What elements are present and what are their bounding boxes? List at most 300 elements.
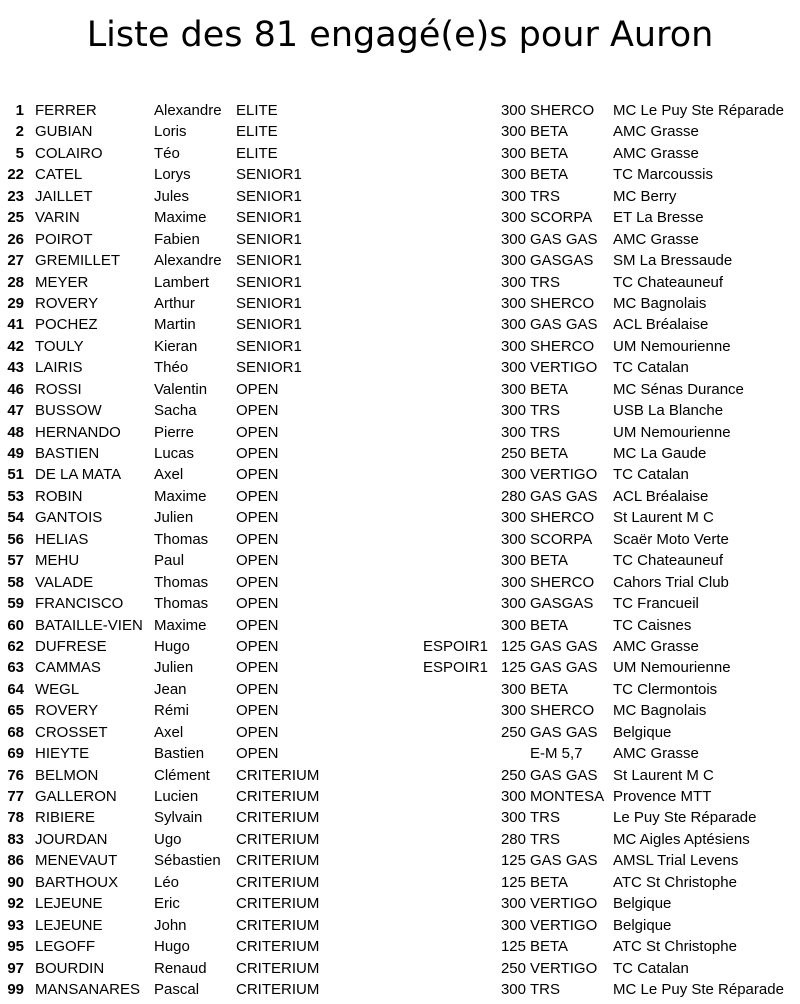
category: OPEN bbox=[236, 745, 279, 763]
engine-size: 125 bbox=[500, 659, 526, 677]
bike-brand: SCORPA bbox=[530, 209, 593, 227]
club-name: AMC Grasse bbox=[613, 637, 699, 655]
first-name: Clément bbox=[154, 766, 210, 784]
bike-brand: SHERCO bbox=[530, 573, 595, 591]
list-item bbox=[0, 207, 800, 228]
entry-number: 25 bbox=[7, 209, 24, 227]
bike-brand: TRS bbox=[530, 273, 560, 291]
last-name: WEGL bbox=[35, 680, 80, 698]
club-name: Belgique bbox=[613, 895, 672, 913]
entry-number: 77 bbox=[7, 788, 24, 805]
entry-number: 1 bbox=[15, 102, 24, 119]
engine-size: 300 bbox=[500, 402, 526, 420]
category: ELITE bbox=[236, 144, 278, 162]
list-item bbox=[0, 550, 800, 571]
list-item bbox=[0, 507, 800, 528]
first-name: John bbox=[154, 916, 187, 934]
entry-number: 92 bbox=[7, 895, 24, 913]
club-name: AMC Grasse bbox=[613, 230, 699, 248]
entry-number: 78 bbox=[7, 809, 24, 827]
category: SENIOR1 bbox=[236, 273, 302, 291]
category: SENIOR1 bbox=[236, 316, 302, 334]
bike-brand: GAS GAS bbox=[530, 316, 598, 334]
entry-number: 86 bbox=[7, 852, 24, 870]
category: SENIOR1 bbox=[236, 337, 302, 355]
last-name: BATAILLE-VIEN bbox=[35, 616, 143, 634]
entry-number: 53 bbox=[7, 487, 24, 505]
engine-size: 300 bbox=[500, 680, 526, 698]
club-name: UM Nemourienne bbox=[613, 337, 731, 355]
club-name: AMC Grasse bbox=[613, 144, 699, 162]
club-name: ATC St Christophe bbox=[613, 873, 737, 891]
entry-number: 58 bbox=[7, 573, 24, 591]
bike-brand: GAS GAS bbox=[530, 659, 598, 677]
last-name: LEJEUNE bbox=[35, 895, 103, 913]
entry-number: 2 bbox=[15, 123, 24, 141]
first-name: Thomas bbox=[154, 530, 209, 548]
list-item bbox=[0, 786, 800, 807]
category: OPEN bbox=[236, 680, 279, 698]
engine-size: 300 bbox=[500, 980, 526, 998]
category: CRITERIUM bbox=[236, 830, 320, 848]
bike-brand: GAS GAS bbox=[530, 230, 598, 248]
club-name: ATC St Christophe bbox=[613, 938, 737, 956]
entry-number: 68 bbox=[7, 723, 24, 741]
engine-size: 300 bbox=[500, 102, 526, 119]
category: OPEN bbox=[236, 487, 279, 505]
category: SENIOR1 bbox=[236, 230, 302, 248]
category: SENIOR1 bbox=[236, 209, 302, 227]
bike-brand: GAS GAS bbox=[530, 487, 598, 505]
first-name: Alexandre bbox=[154, 252, 222, 270]
list-item bbox=[0, 164, 800, 185]
list-item bbox=[0, 100, 800, 121]
category: ELITE bbox=[236, 102, 278, 119]
last-name: LEJEUNE bbox=[35, 916, 103, 934]
last-name: FERRER bbox=[35, 102, 97, 119]
category: OPEN bbox=[236, 595, 279, 613]
club-name: TC Marcoussis bbox=[613, 166, 714, 184]
last-name: LEGOFF bbox=[35, 938, 96, 956]
first-name: Lucien bbox=[154, 788, 199, 805]
engine-size: 300 bbox=[500, 337, 526, 355]
entry-number: 27 bbox=[7, 252, 24, 270]
first-name: Eric bbox=[154, 895, 180, 913]
entry-number: 65 bbox=[7, 702, 24, 720]
list-item bbox=[0, 121, 800, 142]
list-item bbox=[0, 636, 800, 657]
club-name: St Laurent M C bbox=[613, 766, 714, 784]
last-name: GALLERON bbox=[35, 788, 117, 805]
entry-number: 29 bbox=[7, 294, 24, 312]
entry-number: 5 bbox=[15, 144, 24, 162]
bike-brand: TRS bbox=[530, 809, 560, 827]
entry-number: 46 bbox=[7, 380, 24, 398]
bike-brand: TRS bbox=[530, 830, 560, 848]
entry-number: 59 bbox=[7, 595, 24, 613]
entry-number: 49 bbox=[7, 445, 24, 462]
list-item bbox=[0, 657, 800, 678]
engine-size: 300 bbox=[500, 209, 526, 227]
club-name: MC La Gaude bbox=[613, 445, 707, 462]
list-item bbox=[0, 400, 800, 421]
category: SENIOR1 bbox=[236, 166, 302, 184]
list-item bbox=[0, 572, 800, 593]
last-name: BELMON bbox=[35, 766, 99, 784]
club-name: Cahors Trial Club bbox=[613, 573, 729, 591]
engine-size: 300 bbox=[500, 252, 526, 270]
engine-size: 300 bbox=[500, 273, 526, 291]
club-name: AMC Grasse bbox=[613, 123, 699, 141]
list-item bbox=[0, 872, 800, 893]
category: SENIOR1 bbox=[236, 187, 302, 205]
list-item bbox=[0, 464, 800, 485]
category: OPEN bbox=[236, 380, 279, 398]
entry-number: 51 bbox=[7, 466, 24, 484]
list-item bbox=[0, 357, 800, 378]
first-name: Lucas bbox=[154, 445, 195, 462]
entry-number: 57 bbox=[7, 552, 24, 570]
bike-brand: BETA bbox=[530, 680, 569, 698]
first-name: Kieran bbox=[154, 337, 198, 355]
category: OPEN bbox=[236, 423, 279, 441]
bike-brand: SHERCO bbox=[530, 337, 595, 355]
bike-brand: MONTESA bbox=[530, 788, 605, 805]
first-name: Axel bbox=[154, 723, 184, 741]
bike-brand: BETA bbox=[530, 123, 569, 141]
engine-size: 300 bbox=[500, 509, 526, 527]
last-name: BUSSOW bbox=[35, 402, 102, 420]
list-item bbox=[0, 700, 800, 721]
bike-brand: VERTIGO bbox=[530, 959, 598, 977]
club-name: AMC Grasse bbox=[613, 745, 699, 763]
last-name: DUFRESE bbox=[35, 637, 107, 655]
engine-size: 300 bbox=[500, 595, 526, 613]
club-name: AMSL Trial Levens bbox=[613, 852, 739, 870]
list-item bbox=[0, 743, 800, 764]
club-name: SM La Bressaude bbox=[613, 252, 733, 270]
last-name: CROSSET bbox=[35, 723, 108, 741]
bike-brand: TRS bbox=[530, 187, 560, 205]
category: OPEN bbox=[236, 552, 279, 570]
first-name: Jules bbox=[154, 187, 190, 205]
bike-brand: GASGAS bbox=[530, 595, 594, 613]
first-name: Lambert bbox=[154, 273, 210, 291]
category: CRITERIUM bbox=[236, 938, 320, 956]
last-name: MENEVAUT bbox=[35, 852, 118, 870]
club-name: St Laurent M C bbox=[613, 509, 714, 527]
last-name: POCHEZ bbox=[35, 316, 98, 334]
list-item bbox=[0, 807, 800, 828]
last-name: BASTIEN bbox=[35, 445, 100, 462]
last-name: ROVERY bbox=[35, 702, 99, 720]
category: OPEN bbox=[236, 445, 279, 462]
entry-number: 62 bbox=[7, 637, 24, 655]
engine-size: 300 bbox=[500, 466, 526, 484]
first-name: Hugo bbox=[154, 637, 190, 655]
last-name: DE LA MATA bbox=[35, 466, 122, 484]
bike-brand: TRS bbox=[530, 980, 560, 998]
engine-size: 250 bbox=[500, 959, 526, 977]
entry-number: 41 bbox=[7, 316, 24, 334]
first-name: Théo bbox=[154, 359, 189, 377]
engine-size: 300 bbox=[500, 552, 526, 570]
last-name: HERNANDO bbox=[35, 423, 121, 441]
bike-brand: GASGAS bbox=[530, 252, 594, 270]
last-name: BOURDIN bbox=[35, 959, 105, 977]
bike-brand: VERTIGO bbox=[530, 895, 598, 913]
entry-number: 60 bbox=[7, 616, 24, 634]
club-name: Provence MTT bbox=[613, 788, 712, 805]
first-name: Fabien bbox=[154, 230, 200, 248]
list-item bbox=[0, 958, 800, 979]
last-name: ROVERY bbox=[35, 294, 99, 312]
engine-size: 300 bbox=[500, 166, 526, 184]
club-name: MC Berry bbox=[613, 187, 677, 205]
club-name: MC Bagnolais bbox=[613, 294, 707, 312]
engine-size: 300 bbox=[500, 573, 526, 591]
club-name: UM Nemourienne bbox=[613, 423, 731, 441]
last-name: VALADE bbox=[35, 573, 94, 591]
list-item bbox=[0, 722, 800, 743]
engine-size: 300 bbox=[500, 809, 526, 827]
bike-brand: BETA bbox=[530, 166, 569, 184]
club-name: ET La Bresse bbox=[613, 209, 704, 227]
list-item bbox=[0, 143, 800, 164]
first-name: Julien bbox=[154, 509, 194, 527]
engine-size: 125 bbox=[500, 637, 526, 655]
list-item bbox=[0, 829, 800, 850]
list-item bbox=[0, 529, 800, 550]
list-item bbox=[0, 379, 800, 400]
first-name: Valentin bbox=[154, 380, 208, 398]
bike-brand: SHERCO bbox=[530, 294, 595, 312]
category: OPEN bbox=[236, 402, 279, 420]
list-item bbox=[0, 443, 800, 464]
first-name: Alexandre bbox=[154, 102, 222, 119]
entry-number: 99 bbox=[7, 980, 24, 998]
engine-size: 300 bbox=[500, 316, 526, 334]
engine-size: 300 bbox=[500, 144, 526, 162]
engine-size: 300 bbox=[500, 616, 526, 634]
category: CRITERIUM bbox=[236, 852, 320, 870]
last-name: ROSSI bbox=[35, 380, 82, 398]
engine-size: 300 bbox=[500, 702, 526, 720]
bike-brand: GAS GAS bbox=[530, 723, 598, 741]
first-name: Sébastien bbox=[154, 852, 221, 870]
entry-number: 64 bbox=[7, 680, 24, 698]
list-item bbox=[0, 422, 800, 443]
engine-size: 300 bbox=[500, 895, 526, 913]
club-name: ACL Bréalaise bbox=[613, 487, 709, 505]
last-name: JAILLET bbox=[35, 187, 93, 205]
list-item bbox=[0, 979, 800, 1000]
first-name: Lorys bbox=[154, 166, 191, 184]
last-name: VARIN bbox=[35, 209, 80, 227]
category: CRITERIUM bbox=[236, 980, 320, 998]
entry-number: 90 bbox=[7, 873, 24, 891]
first-name: Bastien bbox=[154, 745, 205, 763]
club-name: MC Sénas Durance bbox=[613, 380, 744, 398]
first-name: Loris bbox=[154, 123, 187, 141]
entry-number: 23 bbox=[7, 187, 24, 205]
club-name: ACL Bréalaise bbox=[613, 316, 709, 334]
list-item bbox=[0, 293, 800, 314]
bike-brand: BETA bbox=[530, 616, 569, 634]
category: OPEN bbox=[236, 702, 279, 720]
category: OPEN bbox=[236, 509, 279, 527]
first-name: Rémi bbox=[154, 702, 190, 720]
engine-size: 300 bbox=[500, 294, 526, 312]
category: OPEN bbox=[236, 637, 279, 655]
club-name: Scaër Moto Verte bbox=[613, 530, 729, 548]
engine-size: 250 bbox=[500, 723, 526, 741]
last-name: JOURDAN bbox=[35, 830, 108, 848]
engine-size: 300 bbox=[500, 530, 526, 548]
list-item bbox=[0, 336, 800, 357]
list-item bbox=[0, 615, 800, 636]
club-name: TC Catalan bbox=[613, 359, 689, 377]
entry-number: 28 bbox=[7, 273, 24, 291]
page-title: Liste des 81 engagé(e)s pour Auron bbox=[86, 15, 714, 55]
list-item bbox=[0, 593, 800, 614]
bike-brand: GAS GAS bbox=[530, 766, 598, 784]
first-name: Arthur bbox=[154, 294, 195, 312]
list-item bbox=[0, 186, 800, 207]
last-name: ROBIN bbox=[35, 487, 83, 505]
club-name: TC Chateauneuf bbox=[613, 552, 724, 570]
first-name: Axel bbox=[154, 466, 184, 484]
category: CRITERIUM bbox=[236, 809, 320, 827]
first-name: Hugo bbox=[154, 938, 190, 956]
first-name: Martin bbox=[154, 316, 196, 334]
last-name: MEYER bbox=[35, 273, 89, 291]
category: OPEN bbox=[236, 659, 279, 677]
last-name: POIROT bbox=[35, 230, 93, 248]
bike-brand: TRS bbox=[530, 402, 560, 420]
engine-size: 280 bbox=[500, 830, 526, 848]
club-name: MC Aigles Aptésiens bbox=[613, 830, 750, 848]
bike-brand: GAS GAS bbox=[530, 852, 598, 870]
last-name: HIEYTE bbox=[35, 745, 90, 763]
bike-brand: TRS bbox=[530, 423, 560, 441]
club-name: MC Bagnolais bbox=[613, 702, 707, 720]
last-name: GUBIAN bbox=[35, 123, 93, 141]
category: CRITERIUM bbox=[236, 788, 320, 805]
club-name: TC Francueil bbox=[613, 595, 699, 613]
engine-size: 125 bbox=[500, 938, 526, 956]
club-name: TC Catalan bbox=[613, 959, 689, 977]
entry-number: 43 bbox=[7, 359, 24, 377]
club-name: USB La Blanche bbox=[613, 402, 724, 420]
list-item bbox=[0, 850, 800, 871]
bike-brand: SHERCO bbox=[530, 509, 595, 527]
entry-number: 54 bbox=[7, 509, 24, 527]
category: CRITERIUM bbox=[236, 895, 320, 913]
club-name: Le Puy Ste Réparade bbox=[613, 809, 757, 827]
club-name: TC Clermontois bbox=[613, 680, 718, 698]
last-name: MEHU bbox=[35, 552, 80, 570]
bike-brand: SHERCO bbox=[530, 702, 595, 720]
first-name: Téo bbox=[154, 144, 180, 162]
entrant-list bbox=[0, 100, 800, 1000]
list-item bbox=[0, 229, 800, 250]
bike-brand: VERTIGO bbox=[530, 466, 598, 484]
engine-size: 300 bbox=[500, 380, 526, 398]
engine-size: 300 bbox=[500, 187, 526, 205]
club-name: MC Le Puy Ste Réparade bbox=[613, 102, 784, 119]
last-name: CATEL bbox=[35, 166, 83, 184]
category: CRITERIUM bbox=[236, 873, 320, 891]
list-item bbox=[0, 765, 800, 786]
engine-size: 300 bbox=[500, 916, 526, 934]
club-name: TC Caisnes bbox=[613, 616, 692, 634]
first-name: Maxime bbox=[154, 616, 207, 634]
category: SENIOR1 bbox=[236, 294, 302, 312]
category: CRITERIUM bbox=[236, 959, 320, 977]
list-item bbox=[0, 250, 800, 271]
entry-number: 63 bbox=[7, 659, 24, 677]
first-name: Pascal bbox=[154, 980, 200, 998]
bike-brand: SHERCO bbox=[530, 102, 595, 119]
club-name: UM Nemourienne bbox=[613, 659, 731, 677]
sub-category: ESPOIR1 bbox=[423, 637, 489, 655]
engine-size: 300 bbox=[500, 359, 526, 377]
last-name: GANTOIS bbox=[35, 509, 103, 527]
club-name: Belgique bbox=[613, 723, 672, 741]
sub-category: ESPOIR1 bbox=[423, 659, 489, 677]
first-name: Renaud bbox=[154, 959, 207, 977]
category: OPEN bbox=[236, 466, 279, 484]
engine-size: 125 bbox=[500, 852, 526, 870]
entry-number: 83 bbox=[7, 830, 24, 848]
first-name: Paul bbox=[154, 552, 185, 570]
entry-number: 69 bbox=[7, 745, 24, 763]
first-name: Jean bbox=[154, 680, 187, 698]
last-name: TOULY bbox=[35, 337, 84, 355]
entry-number: 42 bbox=[7, 337, 24, 355]
first-name: Thomas bbox=[154, 595, 209, 613]
category: CRITERIUM bbox=[236, 766, 320, 784]
entry-number: 97 bbox=[7, 959, 24, 977]
category: OPEN bbox=[236, 573, 279, 591]
engine-size: 300 bbox=[500, 230, 526, 248]
entry-number: 93 bbox=[7, 916, 24, 934]
bike-brand: BETA bbox=[530, 144, 569, 162]
first-name: Maxime bbox=[154, 487, 207, 505]
bike-brand: BETA bbox=[530, 380, 569, 398]
entry-number: 56 bbox=[7, 530, 24, 548]
entry-number: 95 bbox=[7, 938, 24, 956]
category: OPEN bbox=[236, 616, 279, 634]
club-name: TC Chateauneuf bbox=[613, 273, 724, 291]
engine-size: 250 bbox=[500, 766, 526, 784]
entry-number: 47 bbox=[7, 402, 24, 420]
entry-number: 76 bbox=[7, 766, 24, 784]
category: ELITE bbox=[236, 123, 278, 141]
first-name: Sylvain bbox=[154, 809, 203, 827]
club-name: MC Le Puy Ste Réparade bbox=[613, 980, 784, 998]
category: SENIOR1 bbox=[236, 252, 302, 270]
bike-brand: BETA bbox=[530, 873, 569, 891]
list-item bbox=[0, 486, 800, 507]
engine-size: 280 bbox=[500, 487, 526, 505]
bike-brand: GAS GAS bbox=[530, 637, 598, 655]
engine-size: 300 bbox=[500, 423, 526, 441]
last-name: RIBIERE bbox=[35, 809, 96, 827]
bike-brand: VERTIGO bbox=[530, 916, 598, 934]
list-item bbox=[0, 272, 800, 293]
